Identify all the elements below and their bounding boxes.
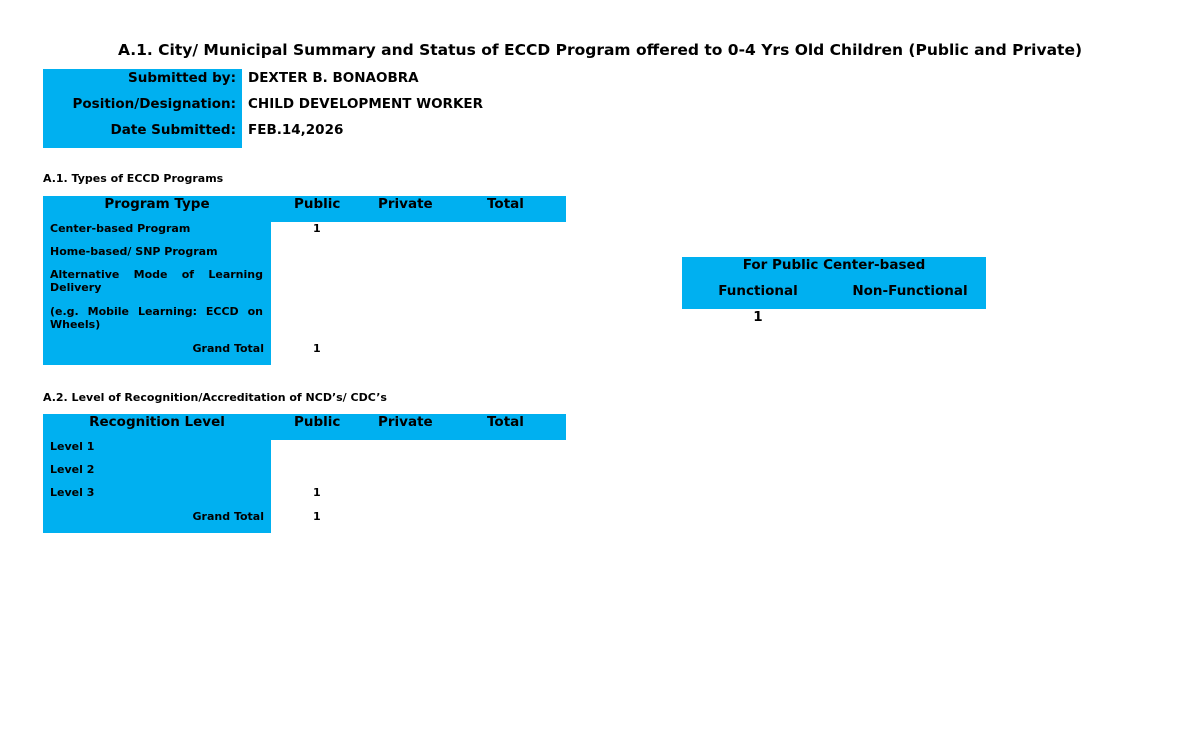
types-col-total: Total	[487, 196, 524, 212]
public-center-col-non-functional: Non-Functional	[852, 283, 968, 299]
types-grand-total-public: 1	[313, 342, 321, 355]
types-col-private: Private	[378, 196, 433, 212]
recognition-col-private: Private	[378, 414, 433, 430]
position-label: Position/Designation:	[72, 96, 236, 112]
public-center-functional-value: 1	[753, 309, 763, 325]
types-row-home-based: Home-based/ SNP Program	[50, 245, 218, 258]
page-title: A.1. City/ Municipal Summary and Status of ECCD Program offered to 0-4 Yrs Old Children (Public and Private)	[117, 41, 1083, 59]
recognition-row-level-1: Level 1	[50, 440, 95, 453]
recognition-row-level-3-public: 1	[313, 486, 321, 499]
types-row-mobile-line1: (e.g. Mobile Learning: ECCD on	[50, 305, 263, 318]
recognition-grand-total-label: Grand Total	[192, 510, 264, 523]
recognition-col-level: Recognition Level	[89, 414, 225, 430]
public-center-col-functional: Functional	[718, 283, 798, 299]
public-center-heading: For Public Center-based	[742, 257, 926, 273]
types-row-alternative-line2: Delivery	[50, 281, 102, 294]
types-col-public: Public	[294, 196, 341, 212]
types-row-center-based: Center-based Program	[50, 222, 191, 235]
submitted-by-label: Submitted by:	[128, 70, 236, 86]
types-col-program-type: Program Type	[104, 196, 210, 212]
recognition-col-total: Total	[487, 414, 524, 430]
date-submitted-label: Date Submitted:	[110, 122, 236, 138]
recognition-grand-total-public: 1	[313, 510, 321, 523]
submitted-by-value: DEXTER B. BONAOBRA	[248, 70, 419, 86]
date-submitted-value: FEB.14,2026	[248, 122, 344, 138]
types-row-center-based-public: 1	[313, 222, 321, 235]
recognition-row-level-2: Level 2	[50, 463, 95, 476]
types-row-alternative-line1: Alternative Mode of Learning	[50, 268, 263, 281]
types-grand-total-label: Grand Total	[192, 342, 264, 355]
recognition-col-public: Public	[294, 414, 341, 430]
recognition-row-level-3: Level 3	[50, 486, 95, 499]
recognition-section-heading: A.2. Level of Recognition/Accreditation of NCD’s/ CDC’s	[43, 391, 387, 404]
types-row-mobile-line2: Wheels)	[50, 318, 101, 331]
types-section-heading: A.1. Types of ECCD Programs	[43, 172, 224, 185]
position-value: CHILD DEVELOPMENT WORKER	[248, 96, 484, 112]
